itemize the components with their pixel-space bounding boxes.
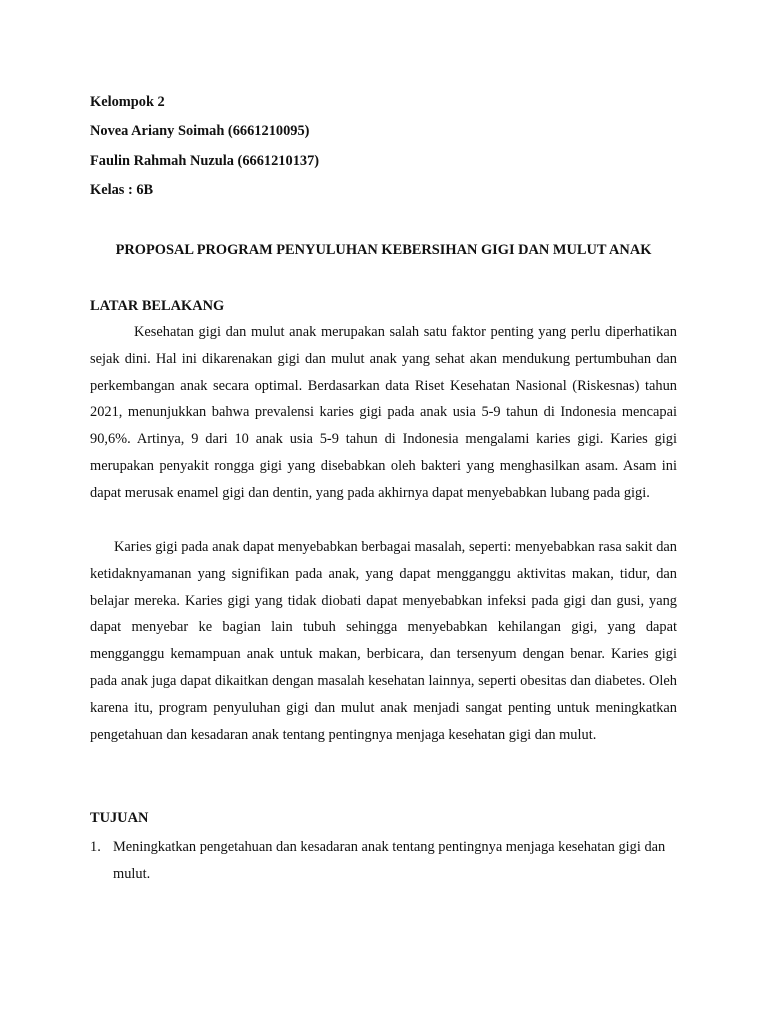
- objectives-list: [90, 834, 677, 888]
- class-label: Kelas : 6B: [90, 182, 154, 198]
- list-item: [90, 834, 677, 888]
- list-item-number: 1.: [90, 839, 101, 855]
- list-item-text: Meningkatkan pengetahuan dan kesadaran anak tentang pentingnya menjaga kesehatan gigi dan mulut.: [113, 839, 666, 882]
- background-paragraph-2: Karies gigi pada anak dapat menyebabkan berbagai masalah, seperti: menyebabkan rasa sakit dan ketidaknyamanan yang signifikan pada anak, yang dapat mengganggu aktivitas makan, tidur, dan belajar mereka. Karies gigi yang tidak diobati dapat menyebabkan infeksi pada gigi dan gusi, yang dapat menyebar ke bagian lain tubuh sehingga menyebabkan kehilangan gigi, yang dapat mengganggu kemampuan anak untuk makan, berbicara, dan tersenyum dengan benar. Karies gigi pada anak juga dapat dikaitkan dengan masalah kesehatan lainnya, seperti obesitas dan diabetes. Oleh karena itu, program penyuluhan gigi dan mulut anak menjadi sangat penting untuk meningkatkan pengetahuan dan kesadaran anak tentang pentingnya menjaga kesehatan gigi dan mulut.: [90, 539, 677, 743]
- section-heading-objectives: TUJUAN: [90, 810, 149, 826]
- background-paragraph-1: Kesehatan gigi dan mulut anak merupakan salah satu faktor penting yang perlu diperhatikan sejak dini. Hal ini dikarenakan gigi dan mulut anak yang sehat akan mendukung pertumbuhan dan perkembangan anak secara optimal. Berdasarkan data Riset Kesehatan Nasional (Riskesnas) tahun 2021, menunjukkan bahwa prevalensi karies gigi pada anak usia 5-9 tahun di Indonesia mencapai 90,6%. Artinya, 9 dari 10 anak usia 5-9 tahun di Indonesia mengalami karies gigi. Karies gigi merupakan penyakit rongga gigi yang disebabkan oleh bakteri yang menghasilkan asam. Asam ini dapat merusak enamel gigi dan dentin, yang pada akhirnya dapat menyebabkan lubang pada gigi.: [90, 324, 677, 501]
- member-name-1: Novea Ariany Soimah (6661210095): [90, 123, 310, 139]
- section-heading-background: LATAR BELAKANG: [90, 298, 225, 314]
- group-label: Kelompok 2: [90, 94, 165, 110]
- document-title: PROPOSAL PROGRAM PENYULUHAN KEBERSIHAN GIGI DAN MULUT ANAK: [115, 242, 652, 258]
- member-name-2: Faulin Rahmah Nuzula (6661210137): [90, 153, 320, 169]
